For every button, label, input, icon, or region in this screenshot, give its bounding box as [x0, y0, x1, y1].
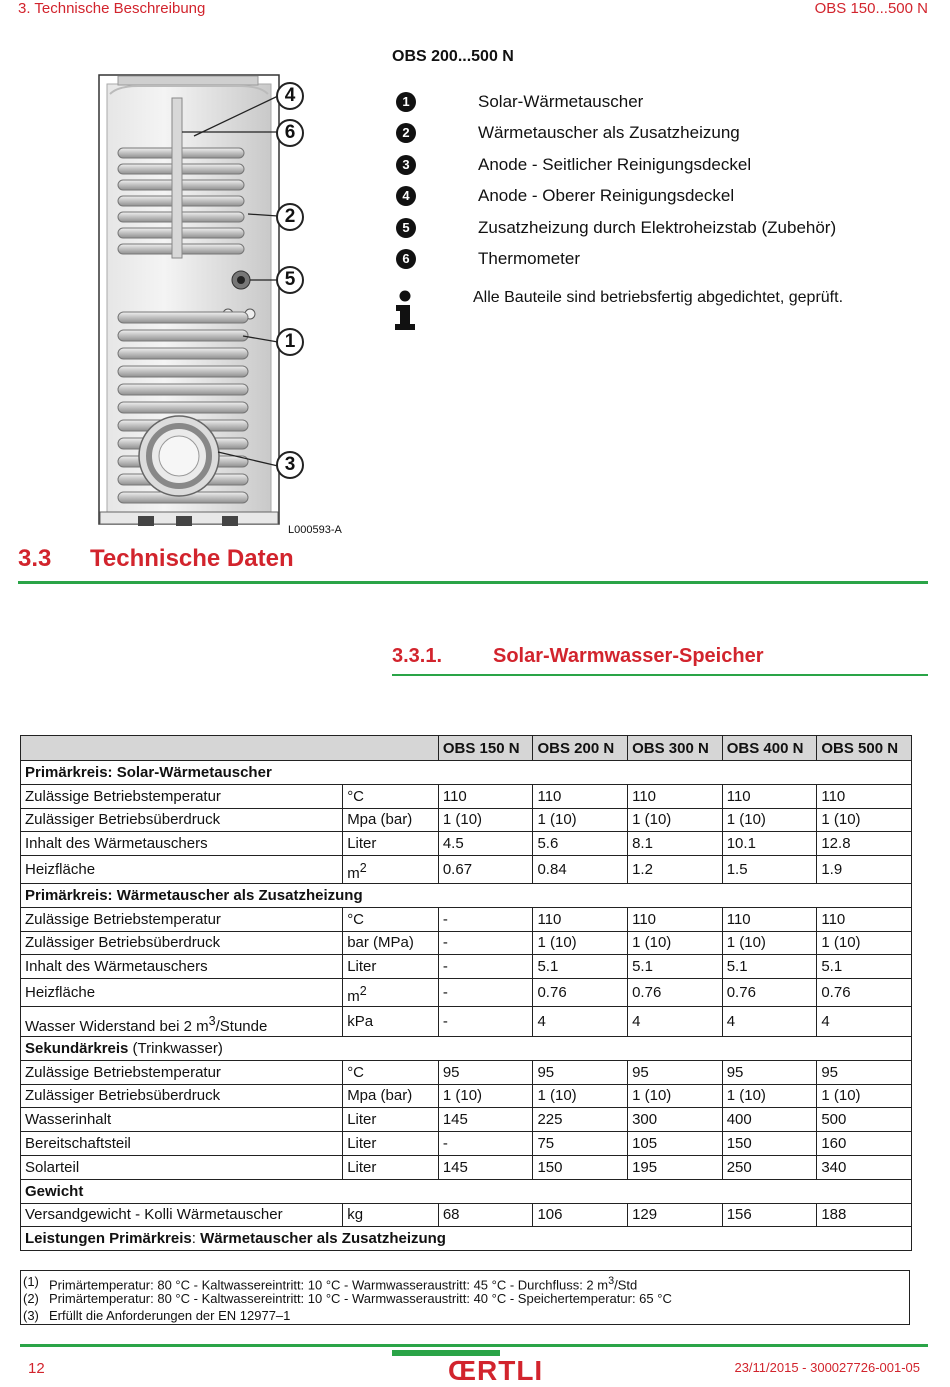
- table-row: [21, 1155, 912, 1179]
- row-unit: Liter: [343, 955, 439, 979]
- table-row: [21, 1132, 912, 1156]
- row-value: 106: [533, 1203, 628, 1227]
- row-value: 145: [438, 1108, 533, 1132]
- row-value: 95: [438, 1060, 533, 1084]
- legend-item: [392, 149, 912, 181]
- table-header-cell: [343, 736, 439, 761]
- table-section-row: [21, 883, 912, 907]
- model-header: OBS 500 N: [817, 736, 912, 761]
- row-value: 195: [628, 1155, 723, 1179]
- diagram-callout-3: 3: [276, 451, 304, 479]
- row-unit: [343, 979, 439, 1007]
- row-value: 0.76: [722, 979, 817, 1007]
- legend-item: [392, 212, 912, 244]
- footnote: [23, 1290, 909, 1307]
- document-reference: 23/11/2015 - 300027726-001-05: [734, 1360, 920, 1375]
- legend-text: Anode - Oberer Reinigungsdeckel: [478, 186, 735, 206]
- row-unit: Liter: [343, 1108, 439, 1132]
- row-value: 400: [722, 1108, 817, 1132]
- model-range-title: OBS 200...500 N: [392, 48, 514, 65]
- subsection-divider: [392, 674, 928, 676]
- footnote-part: /Std: [614, 1277, 638, 1293]
- component-legend: [392, 86, 912, 275]
- row-label: Zulässige Betriebstemperatur: [21, 1060, 343, 1084]
- row-value: 500: [817, 1108, 912, 1132]
- row-value: 1 (10): [817, 808, 912, 832]
- legend-item: [392, 118, 912, 150]
- unit-superscript: 2: [359, 984, 367, 999]
- model-header: OBS 400 N: [722, 736, 817, 761]
- info-note: Alle Bauteile sind betriebsfertig abgedichtet, geprüft.: [473, 289, 844, 306]
- row-value: 1 (10): [722, 931, 817, 955]
- technical-data-table: [20, 735, 912, 1251]
- row-label: Versandgewicht - Kolli Wärmetauscher: [21, 1203, 343, 1227]
- section-number: 3.3: [18, 545, 52, 572]
- table-row: [21, 1084, 912, 1108]
- legend-number: 6: [396, 249, 416, 269]
- row-value: 188: [817, 1203, 912, 1227]
- table-row: [21, 784, 912, 808]
- row-value: -: [438, 931, 533, 955]
- section-heading-bold: Leistungen Primärkreis: [25, 1230, 192, 1248]
- row-label: Solarteil: [21, 1155, 343, 1179]
- unit-base: m: [347, 865, 360, 883]
- row-value: 1 (10): [817, 1084, 912, 1108]
- info-icon: [393, 290, 417, 330]
- section-title: Technische Daten: [90, 545, 294, 572]
- row-label: Heizfläche: [21, 856, 343, 884]
- row-label: Inhalt des Wärmetauschers: [21, 832, 343, 856]
- row-value: 1 (10): [438, 1084, 533, 1108]
- page-number: 12: [28, 1360, 45, 1377]
- footer-divider: [20, 1344, 928, 1347]
- row-label: Heizfläche: [21, 979, 343, 1007]
- row-value: 1 (10): [628, 931, 723, 955]
- table-footnotes: [20, 1270, 910, 1325]
- footnote-text: [49, 1273, 638, 1293]
- table-row: [21, 856, 912, 884]
- legend-text: Wärmetauscher als Zusatzheizung: [478, 123, 740, 143]
- table-row: [21, 1060, 912, 1084]
- row-value: 4.5: [438, 832, 533, 856]
- row-value: 5.1: [628, 955, 723, 979]
- table-header-cell: [21, 736, 343, 761]
- table-row: [21, 955, 912, 979]
- footnote-text: Erfüllt die Anforderungen der EN 12977–1: [49, 1308, 291, 1323]
- legend-number: 4: [396, 186, 416, 206]
- table-row: [21, 1108, 912, 1132]
- diagram-callout-4: 4: [276, 82, 304, 110]
- legend-text: Solar-Wärmetauscher: [478, 91, 644, 111]
- footnote-superscript: 3: [608, 1275, 615, 1287]
- row-value: 4: [817, 1006, 912, 1036]
- row-value: 1.9: [817, 856, 912, 884]
- row-value: 95: [628, 1060, 723, 1084]
- section-heading: Primärkreis: Wärmetauscher als Zusatzheizung: [21, 883, 912, 907]
- section-heading-bold: Sekundärkreis: [25, 1039, 129, 1057]
- row-value: 110: [533, 784, 628, 808]
- row-value: 75: [533, 1132, 628, 1156]
- legend-item: [392, 244, 912, 276]
- row-unit: °C: [343, 1060, 439, 1084]
- row-label: Zulässiger Betriebsüberdruck: [21, 931, 343, 955]
- row-value: 225: [533, 1108, 628, 1132]
- label-part: /Stunde: [215, 1017, 268, 1035]
- table-row: [21, 1006, 912, 1036]
- section-heading-normal: (Trinkwasser): [128, 1039, 223, 1057]
- row-value: 1 (10): [438, 808, 533, 832]
- diagram-code: L000593-A: [288, 524, 342, 536]
- row-value: 156: [722, 1203, 817, 1227]
- row-value: 5.1: [722, 955, 817, 979]
- diagram-callout-2: 2: [276, 203, 304, 231]
- row-value: 1 (10): [533, 931, 628, 955]
- row-value: 105: [628, 1132, 723, 1156]
- table-header-row: [21, 736, 912, 761]
- section-heading-bold: Wärmetauscher als Zusatzheizung: [200, 1230, 446, 1248]
- row-value: 4: [722, 1006, 817, 1036]
- row-unit: kPa: [343, 1006, 439, 1036]
- footnote: [23, 1307, 909, 1324]
- row-value: 4: [628, 1006, 723, 1036]
- row-value: 150: [722, 1132, 817, 1156]
- row-value: 110: [722, 907, 817, 931]
- row-value: 340: [817, 1155, 912, 1179]
- row-value: 0.76: [817, 979, 912, 1007]
- section-heading: [21, 1227, 912, 1251]
- row-label: Wasserinhalt: [21, 1108, 343, 1132]
- table-row: [21, 979, 912, 1007]
- unit-superscript: 2: [359, 861, 367, 876]
- section-heading: [21, 1036, 912, 1060]
- running-header-left: 3. Technische Beschreibung: [18, 0, 206, 17]
- row-value: 0.84: [533, 856, 628, 884]
- model-header: OBS 150 N: [438, 736, 533, 761]
- brand-logo: ŒRTLI: [448, 1355, 544, 1386]
- row-value: -: [438, 1132, 533, 1156]
- row-value: 150: [533, 1155, 628, 1179]
- row-value: 1 (10): [533, 1084, 628, 1108]
- model-header: OBS 300 N: [628, 736, 723, 761]
- footnote: [23, 1273, 909, 1293]
- table-row: [21, 931, 912, 955]
- diagram-callout-5: 5: [276, 266, 304, 294]
- row-value: 1 (10): [722, 1084, 817, 1108]
- row-unit: °C: [343, 784, 439, 808]
- section-heading: Primärkreis: Solar-Wärmetauscher: [21, 761, 912, 785]
- row-value: 68: [438, 1203, 533, 1227]
- legend-text: Thermometer: [478, 249, 581, 269]
- row-value: 300: [628, 1108, 723, 1132]
- row-value: 110: [628, 784, 723, 808]
- row-label: Inhalt des Wärmetauschers: [21, 955, 343, 979]
- row-label: Zulässige Betriebstemperatur: [21, 907, 343, 931]
- row-value: 110: [438, 784, 533, 808]
- row-unit: °C: [343, 907, 439, 931]
- table-section-row: [21, 761, 912, 785]
- table-section-row: [21, 1036, 912, 1060]
- row-value: 110: [628, 907, 723, 931]
- row-unit: Liter: [343, 1155, 439, 1179]
- table-row: [21, 832, 912, 856]
- row-label: Zulässige Betriebstemperatur: [21, 784, 343, 808]
- row-value: 5.1: [533, 955, 628, 979]
- footnote-number: (3): [23, 1308, 39, 1323]
- row-value: 95: [722, 1060, 817, 1084]
- row-value: 10.1: [722, 832, 817, 856]
- row-label: Zulässiger Betriebsüberdruck: [21, 1084, 343, 1108]
- row-value: 110: [817, 907, 912, 931]
- subsection-number: 3.3.1.: [392, 645, 443, 667]
- legend-number: 5: [396, 218, 416, 238]
- row-unit: Liter: [343, 832, 439, 856]
- row-value: 95: [533, 1060, 628, 1084]
- storage-tank-diagram: [98, 74, 280, 526]
- table-section-row: [21, 1227, 912, 1251]
- label-superscript: 3: [208, 1013, 216, 1028]
- section-divider: [18, 581, 928, 584]
- row-value: 160: [817, 1132, 912, 1156]
- footnote-part: Primärtemperatur: 80 °C - Kaltwassereintritt: 10 °C - Warmwasseraustritt: 45 °C - Durchfluss: 2 m: [49, 1277, 609, 1293]
- row-unit: Mpa (bar): [343, 808, 439, 832]
- row-unit: [343, 856, 439, 884]
- row-value: 1 (10): [722, 808, 817, 832]
- row-value: 1 (10): [817, 931, 912, 955]
- row-value: -: [438, 907, 533, 931]
- legend-item: [392, 86, 912, 118]
- table-section-row: [21, 1179, 912, 1203]
- row-value: -: [438, 955, 533, 979]
- row-value: 1.2: [628, 856, 723, 884]
- row-value: 1 (10): [533, 808, 628, 832]
- table-row: [21, 808, 912, 832]
- row-value: 0.76: [533, 979, 628, 1007]
- legend-text: Zusatzheizung durch Elektroheizstab (Zubehör): [478, 217, 837, 237]
- row-label: [21, 1006, 343, 1036]
- section-heading: Gewicht: [21, 1179, 912, 1203]
- table-row: [21, 1203, 912, 1227]
- row-label: Bereitschaftsteil: [21, 1132, 343, 1156]
- row-unit: bar (MPa): [343, 931, 439, 955]
- row-value: 250: [722, 1155, 817, 1179]
- legend-number: 1: [396, 92, 416, 112]
- model-header: OBS 200 N: [533, 736, 628, 761]
- table-row: [21, 907, 912, 931]
- row-value: 5.1: [817, 955, 912, 979]
- running-header-right: OBS 150...500 N: [814, 0, 928, 17]
- diagram-callout-6: 6: [276, 119, 304, 147]
- row-value: 110: [817, 784, 912, 808]
- legend-number: 3: [396, 155, 416, 175]
- section-heading-normal: :: [191, 1230, 201, 1248]
- row-label: Zulässiger Betriebsüberdruck: [21, 808, 343, 832]
- row-value: 0.67: [438, 856, 533, 884]
- legend-text: Anode - Seitlicher Reinigungsdeckel: [478, 154, 752, 174]
- row-value: 95: [817, 1060, 912, 1084]
- row-value: 12.8: [817, 832, 912, 856]
- row-value: 1 (10): [628, 1084, 723, 1108]
- row-value: 1.5: [722, 856, 817, 884]
- row-unit: Mpa (bar): [343, 1084, 439, 1108]
- legend-number: 2: [396, 123, 416, 143]
- subsection-title: Solar-Warmwasser-Speicher: [493, 645, 764, 667]
- row-value: 145: [438, 1155, 533, 1179]
- row-value: 110: [722, 784, 817, 808]
- diagram-callout-1: 1: [276, 328, 304, 356]
- row-unit: Liter: [343, 1132, 439, 1156]
- legend-item: [392, 181, 912, 213]
- row-value: 8.1: [628, 832, 723, 856]
- row-value: 0.76: [628, 979, 723, 1007]
- row-value: 110: [533, 907, 628, 931]
- footnote-number: (1): [23, 1274, 39, 1289]
- footnote-number: (2): [23, 1291, 39, 1306]
- row-value: 4: [533, 1006, 628, 1036]
- row-unit: kg: [343, 1203, 439, 1227]
- row-value: 5.6: [533, 832, 628, 856]
- row-value: 1 (10): [628, 808, 723, 832]
- row-value: 129: [628, 1203, 723, 1227]
- row-value: -: [438, 1006, 533, 1036]
- label-part: Wasser Widerstand bei 2 m: [25, 1017, 209, 1035]
- row-value: -: [438, 979, 533, 1007]
- unit-base: m: [347, 988, 360, 1006]
- footnote-text: Primärtemperatur: 80 °C - Kaltwassereintritt: 10 °C - Warmwasseraustritt: 40 °C - Speichertemperatur: 65 °C: [49, 1291, 672, 1306]
